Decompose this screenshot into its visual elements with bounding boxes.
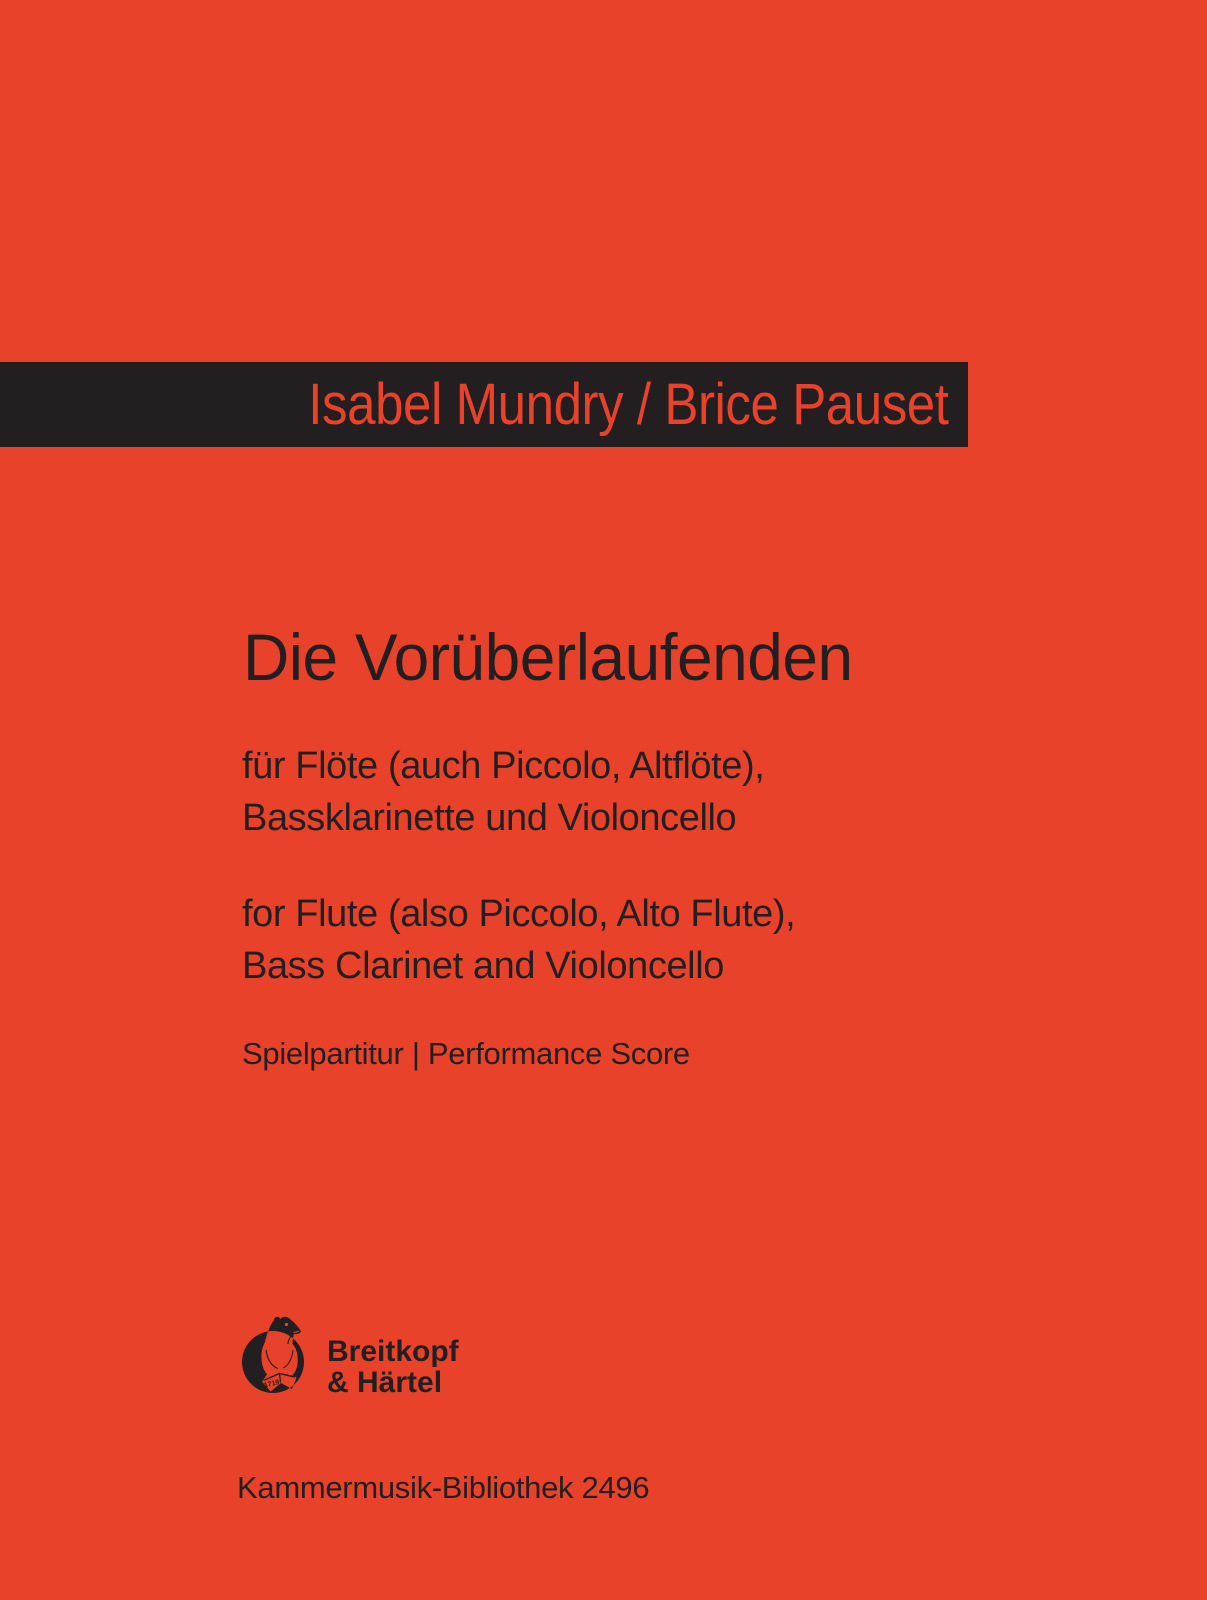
subtitle-english-line2: Bass Clarinet and Violoncello: [242, 945, 724, 987]
bear-eye: [285, 1323, 288, 1326]
logo-year: 1719: [263, 1379, 281, 1390]
publisher-name-line2: & Härtel: [327, 1366, 443, 1399]
work-title: Die Vorüberlaufenden: [243, 620, 853, 694]
subtitle-german: [242, 740, 764, 844]
composer-names: Isabel Mundry / Brice Pauset: [307, 372, 948, 437]
publisher-name-line1: Breitkopf: [327, 1335, 459, 1368]
subtitle-english: [242, 888, 795, 992]
publisher-name: [327, 1336, 459, 1398]
score-type-label: Spielpartitur | Performance Score: [242, 1036, 690, 1071]
composer-banner: [0, 362, 968, 447]
breitkopf-bear-logo-icon: [233, 1310, 325, 1405]
subtitle-english-line1: for Flute (also Piccolo, Alto Flute),: [242, 893, 796, 935]
subtitle-german-line1: für Flöte (auch Piccolo, Altflöte),: [242, 745, 765, 787]
series-label: Kammermusik-Bibliothek 2496: [237, 1470, 650, 1505]
subtitle-german-line2: Bassklarinette und Violoncello: [242, 797, 737, 839]
